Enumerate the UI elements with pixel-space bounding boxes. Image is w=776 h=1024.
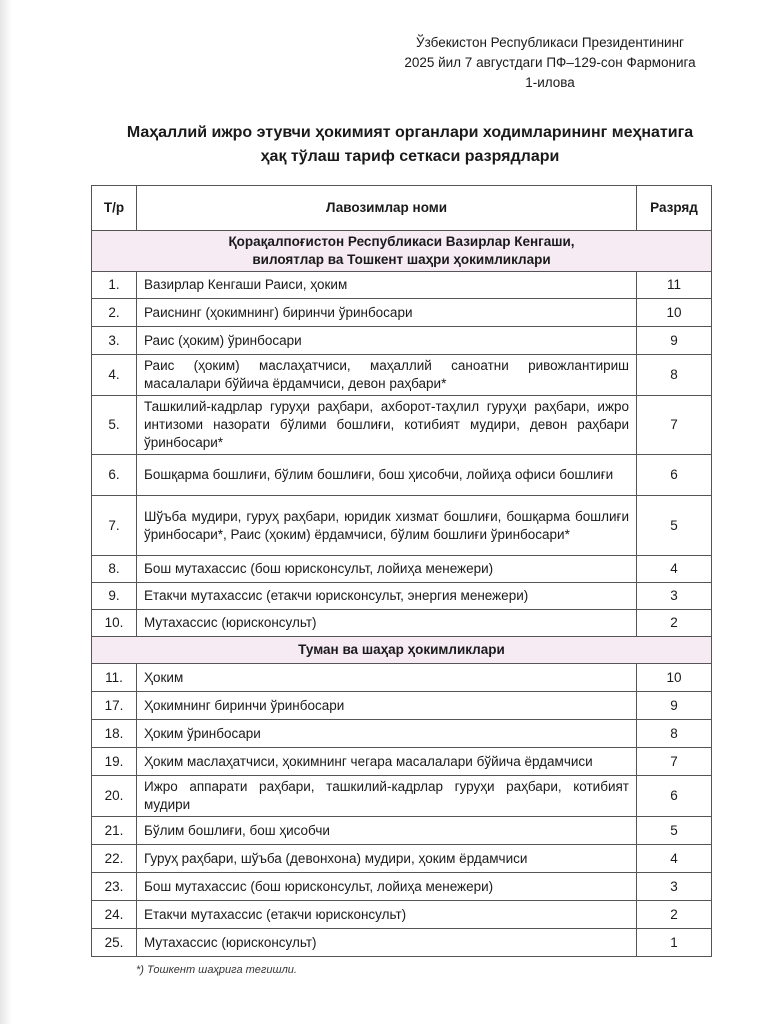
table-row xyxy=(92,455,712,496)
position-name: Бошқарма бошлиғи, бўлим бошлиғи, бош ҳисобчи, лойиҳа офиси бошлиғи xyxy=(137,455,637,496)
grade-value: 9 xyxy=(637,327,712,355)
position-name: Шўъба мудири, гуруҳ раҳбари, юридик хизмат бошлиғи, бошқарма бошлиғи ўринбосари*, Раис (ҳоким) ёрдамчиси, бўлим бошлиғи ўринбосари* xyxy=(137,496,637,556)
column-header-position: Лавозимлар номи xyxy=(137,186,637,231)
document-title-line2: ҳақ тўлаш тариф сеткаси разрядлари xyxy=(260,148,560,165)
table-row xyxy=(92,929,712,957)
position-name: Раис (ҳоким) маслаҳатчиси, маҳаллий саноатни ривожлантириш масалалари бўйича ёрдамчиси, девон раҳбари* xyxy=(137,355,637,396)
appendix-label: 1-илова xyxy=(525,75,575,90)
row-number: 10. xyxy=(92,610,137,637)
table-row xyxy=(92,748,712,776)
row-number: 4. xyxy=(92,355,137,396)
grade-value: 5 xyxy=(637,496,712,556)
page-edge-shadow xyxy=(0,0,12,1024)
section-district-title: Туман ва шаҳар ҳокимликлари xyxy=(92,637,712,664)
grade-value: 6 xyxy=(637,776,712,817)
table-row xyxy=(92,396,712,455)
table-row xyxy=(92,664,712,692)
grade-value: 1 xyxy=(637,929,712,957)
row-number: 23. xyxy=(92,873,137,901)
grade-value: 3 xyxy=(637,873,712,901)
grade-value: 2 xyxy=(637,901,712,929)
row-number: 25. xyxy=(92,929,137,957)
position-name: Гуруҳ раҳбари, шўъба (девонхона) мудири, ҳоким ёрдамчиси xyxy=(137,845,637,873)
table-row xyxy=(92,692,712,720)
grade-value: 8 xyxy=(637,720,712,748)
row-number: 3. xyxy=(92,327,137,355)
row-number: 20. xyxy=(92,776,137,817)
table-row xyxy=(92,583,712,610)
position-name: Раис (ҳоким) ўринбосари xyxy=(137,327,637,355)
document-title xyxy=(60,121,760,169)
table-row xyxy=(92,817,712,845)
grade-value: 11 xyxy=(637,272,712,299)
table-row xyxy=(92,720,712,748)
position-name: Вазирлар Кенгаши Раиси, ҳоким xyxy=(137,272,637,299)
position-name: Ижро аппарати раҳбари, ташкилий-кадрлар гуруҳи раҳбари, котибият мудири xyxy=(137,776,637,817)
table-row xyxy=(92,873,712,901)
position-name: Етакчи мутахассис (етакчи юрисконсульт) xyxy=(137,901,637,929)
table-row xyxy=(92,901,712,929)
grade-value: 6 xyxy=(637,455,712,496)
grade-value: 7 xyxy=(637,748,712,776)
position-name: Раиснинг (ҳокимнинг) биринчи ўринбосари xyxy=(137,299,637,327)
position-name: Бош мутахассис (бош юрисконсульт, лойиҳа менежери) xyxy=(137,873,637,901)
grade-value: 8 xyxy=(637,355,712,396)
position-name: Бош мутахассис (бош юрисконсульт, лойиҳа менежери) xyxy=(137,556,637,583)
position-name: Ташкилий-кадрлар гуруҳи раҳбари, ахборот-таҳлил гуруҳи раҳбари, ижро интизоми назорати бўлими бошлиғи, котибият мудири, девон раҳбари ўринбосари* xyxy=(137,396,637,455)
table-row xyxy=(92,776,712,817)
row-number: 1. xyxy=(92,272,137,299)
table-row xyxy=(92,327,712,355)
grade-value: 7 xyxy=(637,396,712,455)
table-row xyxy=(92,299,712,327)
table-header-row xyxy=(92,186,712,231)
row-number: 17. xyxy=(92,692,137,720)
row-number: 22. xyxy=(92,845,137,873)
grade-value: 4 xyxy=(637,556,712,583)
position-name: Ҳокимнинг биринчи ўринбосари xyxy=(137,692,637,720)
table-body xyxy=(92,231,712,957)
position-name: Ҳоким ўринбосари xyxy=(137,720,637,748)
grade-value: 3 xyxy=(637,583,712,610)
decree-reference-line1: Ўзбекистон Республикаси Президентининг xyxy=(416,35,684,50)
section-regional-title xyxy=(92,231,712,272)
position-name: Етакчи мутахассис (етакчи юрисконсульт, энергия менежери) xyxy=(137,583,637,610)
position-name: Ҳоким xyxy=(137,664,637,692)
table-row xyxy=(92,272,712,299)
section-regional-title-line2: вилоятлар ва Тошкент шаҳри ҳокимликлари xyxy=(252,252,551,267)
position-name: Мутахассис (юрисконсульт) xyxy=(137,929,637,957)
row-number: 18. xyxy=(92,720,137,748)
grade-value: 10 xyxy=(637,664,712,692)
row-number: 2. xyxy=(92,299,137,327)
table-row xyxy=(92,610,712,637)
grade-value: 2 xyxy=(637,610,712,637)
decree-reference-line2: 2025 йил 7 августдаги ПФ–129-сон Фармонига xyxy=(404,55,696,70)
grade-value: 4 xyxy=(637,845,712,873)
row-number: 11. xyxy=(92,664,137,692)
section-district-header xyxy=(92,637,712,664)
position-name: Бўлим бошлиғи, бош ҳисобчи xyxy=(137,817,637,845)
footnote: *) Тошкент шаҳрига тегишли. xyxy=(136,964,297,976)
column-header-grade: Разряд xyxy=(637,186,712,231)
position-name: Мутахассис (юрисконсульт) xyxy=(137,610,637,637)
grade-value: 9 xyxy=(637,692,712,720)
table-row xyxy=(92,845,712,873)
table-row xyxy=(92,355,712,396)
row-number: 19. xyxy=(92,748,137,776)
column-header-number: Т/р xyxy=(92,186,137,231)
table-row xyxy=(92,496,712,556)
position-name: Ҳоким маслаҳатчиси, ҳокимнинг чегара масалалари бўйича ёрдамчиси xyxy=(137,748,637,776)
document-title-line1: Маҳаллий ижро этувчи ҳокимият органлари ходимларининг меҳнатига xyxy=(126,124,694,141)
row-number: 7. xyxy=(92,496,137,556)
row-number: 5. xyxy=(92,396,137,455)
grade-value: 10 xyxy=(637,299,712,327)
row-number: 21. xyxy=(92,817,137,845)
section-regional-header xyxy=(92,231,712,272)
decree-reference xyxy=(380,33,720,93)
row-number: 9. xyxy=(92,583,137,610)
section-regional-title-line1: Қорақалпоғистон Республикаси Вазирлар Кенгаши, xyxy=(228,234,575,249)
row-number: 8. xyxy=(92,556,137,583)
row-number: 24. xyxy=(92,901,137,929)
table-row xyxy=(92,556,712,583)
grade-value: 5 xyxy=(637,817,712,845)
tariff-grades-table xyxy=(91,185,712,957)
row-number: 6. xyxy=(92,455,137,496)
